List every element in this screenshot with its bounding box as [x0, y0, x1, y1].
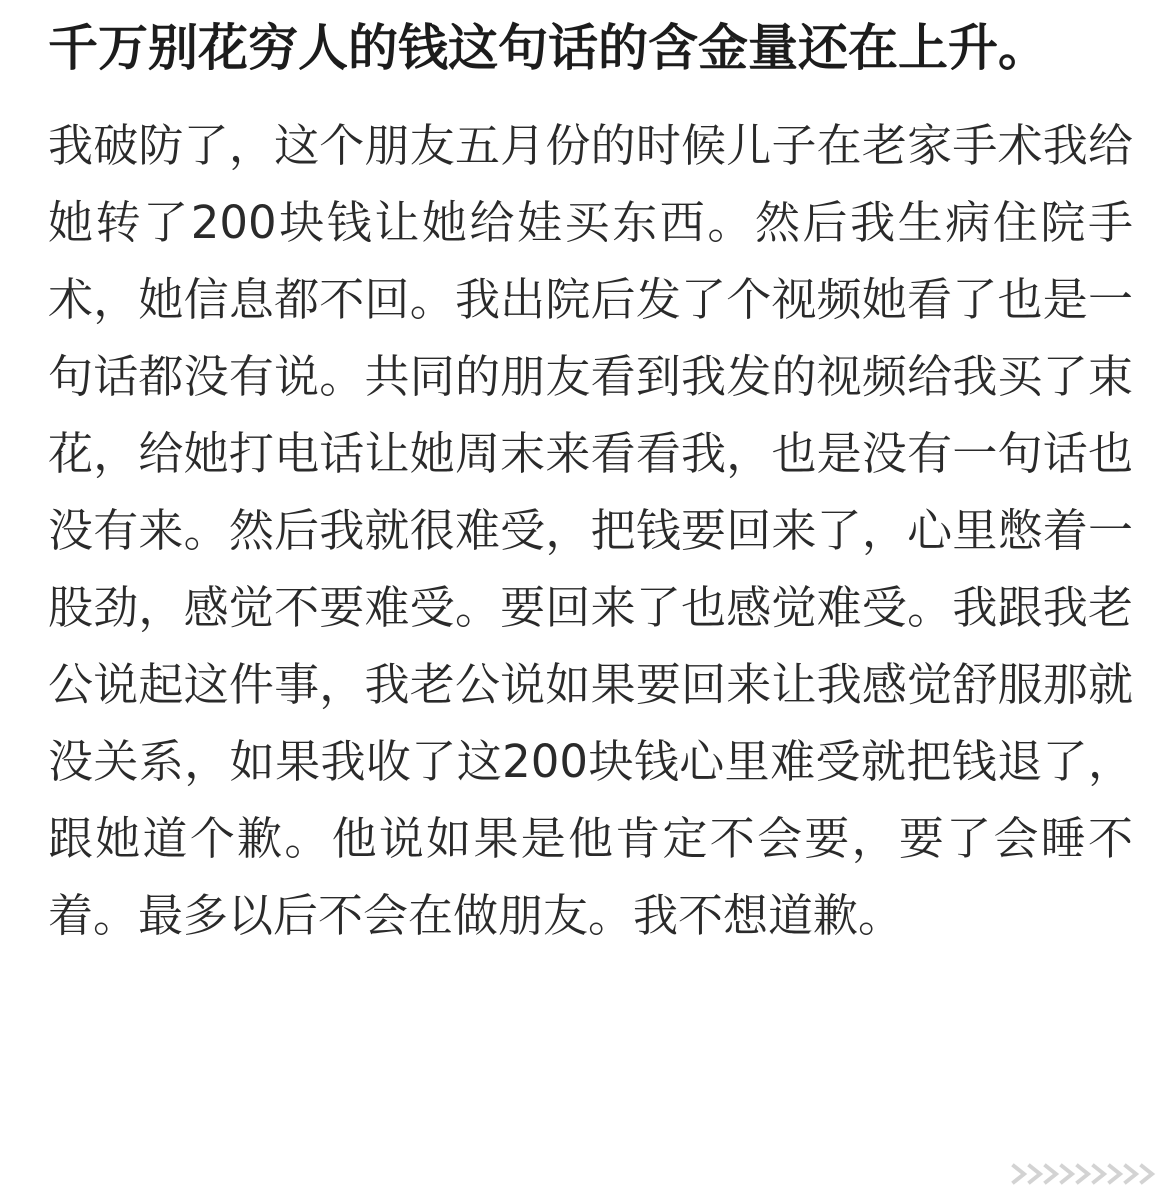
post-title: 千万别花穷人的钱这句话的含金量还在上升。 [48, 19, 1048, 77]
post-body: 我破防了，这个朋友五月份的时候儿子在老家手术我给她转了200块钱让她给娃买东西。然后我生病住院手术，她信息都不回。我出院后发了个视频她看了也是一句话都没有说。共同的朋友看到我发的视频给我买了束花，给她打电话让她周末来看看我，也是没有一句话也没有来。然后我就很难受，把钱要回来了，心里憋着一股劲，感觉不要难受。要回来了也感觉难受。我跟我老公说起这件事，我老公说如果要回来让我感觉舒服那就没关系，如果我收了这200块钱心里难受就把钱退了，跟她道个歉。他说如果是他肯定不会要，要了会睡不着。最多以后不会在做朋友。我不想道歉。 [48, 119, 1133, 942]
chevron-stack-icon [1010, 1163, 1160, 1185]
watermark-logo [1010, 1163, 1160, 1185]
post-card [48, 10, 1133, 954]
